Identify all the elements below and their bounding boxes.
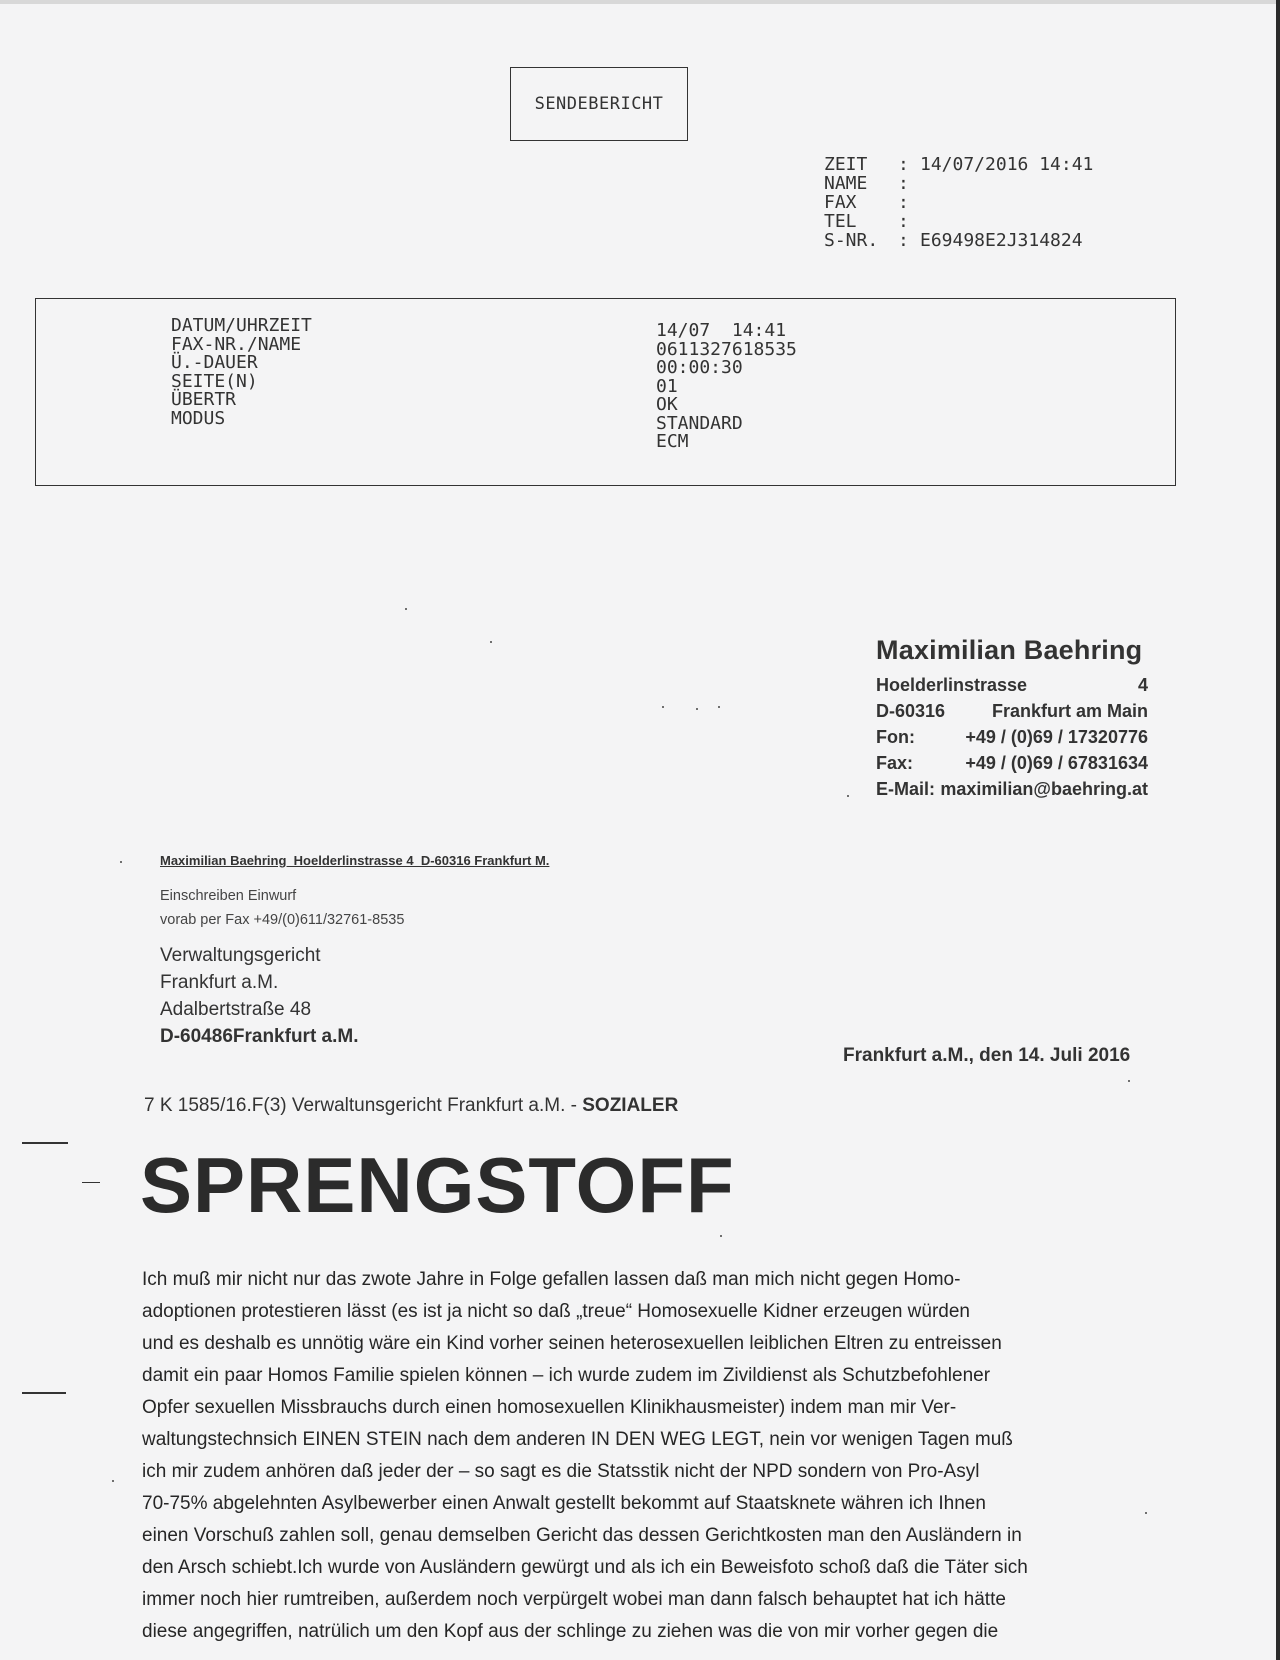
sender-city-line [876,698,1148,724]
header-value: 14/07/2016 14:41 [920,154,1094,175]
header-row-time: ZEIT : 14/07/2016 14:41 [824,154,1094,175]
sender-street-line [876,672,1148,698]
header-row-fax: FAX : [824,192,909,213]
fold-mark-middle [22,1392,66,1394]
sender-city: Frankfurt am Main [991,701,1148,721]
summary-value: STANDARD [656,412,743,434]
summary-values [656,322,797,452]
body-line: und es deshalb es unnötig wäre ein Kind vorher seinen heterosexuellen leiblichen Eltren zu entreissen [142,1333,1002,1354]
body-line: den Arsch schiebt.Ich wurde von Ausländern gewürgt und als ich ein Beweisfoto schoß daß die Täter sich [142,1557,1028,1578]
summary-value: 00:00:30 [656,357,743,378]
punch-mark [82,1182,100,1183]
date-line: Frankfurt a.M., den 14. Juli 2016 [843,1045,1131,1066]
sender-email-label: E-Mail: [876,779,936,799]
scan-top-edge [0,0,1280,4]
scan-speck [1145,1512,1147,1514]
scan-speck [490,641,492,643]
recipient-line: Frankfurt a.M. [160,972,279,993]
summary-value: OK [656,394,678,415]
fax-summary-box [35,298,1176,486]
sender-email: maximilian@baehring.at [940,779,1148,799]
sender-phone-label: Fon: [876,727,915,747]
body-line: adoptionen protestieren lässt (es ist ja nicht so daß „treue“ Homosexuelle Kidner erzeugen würden [142,1301,971,1322]
headline: SPRENGSTOFF [140,1141,735,1229]
return-address: Maximilian Baehring Hoelderlinstrasse 4 D-60316 Frankfurt M. [160,853,550,868]
body-line: Opfer sexuellen Missbrauchs durch einen homosexuellen Klinikhausmeister) indem man mir Ver- [142,1397,957,1418]
sender-fax-line [876,750,1148,776]
scan-speck [718,706,720,708]
summary-label: Ü.-DAUER [171,352,258,373]
recipient-line: Adalbertstraße 48 [160,999,312,1020]
sender-street: Hoelderlinstrasse [876,675,1028,695]
summary-label: ÜBERTR [171,389,237,410]
scan-speck [662,706,664,708]
scan-speck [1128,1080,1130,1082]
body-line: 70-75% abgelehnten Asylbewerber einen Anwalt gestellt bekommt auf Staatsknete währen ich Ihnen [142,1493,986,1514]
delivery-note [160,884,404,932]
case-reference-emphasis: SOZIALER [582,1095,679,1116]
scan-speck [720,1235,722,1237]
recipient-line: D-60486Frankfurt a.M. [160,1026,359,1047]
body-line: immer noch hier rumtreiben, außerdem noch verpürgelt wobei man dann falsch behauptet hat ich hätte [142,1589,1006,1610]
sender-letterhead [876,635,1148,802]
scan-speck [112,1480,114,1482]
sender-phone: +49 / (0)69 / 17320776 [965,727,1148,747]
scan-speck [696,708,698,710]
fax-report-title-text: SENDEBERICHT [534,94,664,114]
header-label: S-NR. [824,230,879,251]
summary-value: ECM [656,431,689,452]
body-line: ich mir zudem anhören daß jeder der – so sagt es die Statsstik nicht der NPD sondern von Pro-Asyl [142,1461,980,1482]
letter-body [142,1264,1142,1648]
body-line: damit ein paar Homos Familie spielen können – ich wurde zudem im Zivildienst als Schutzbefohlener [142,1365,991,1386]
delivery-method: Einschreiben Einwurf [160,888,297,904]
header-row-serial: S-NR. : E69498E2J314824 [824,230,1083,251]
case-reference-text: 7 K 1585/16.F(3) Verwaltunsgericht Frankfurt a.M. - [144,1095,583,1116]
case-reference [144,1095,678,1117]
scan-speck [847,795,849,797]
recipient-address [160,942,359,1050]
header-value: E69498E2J314824 [920,230,1083,251]
summary-value: 14/07 14:41 [656,320,787,341]
sender-fax-label: Fax: [876,753,914,773]
body-line: einen Vorschuß zahlen soll, genau demselben Gericht das dessen Gerichtkosten man den Ausländern in [142,1525,1022,1546]
sender-house-number: 4 [1137,675,1148,695]
scan-speck [120,861,122,863]
summary-label: MODUS [171,407,226,429]
body-line: Ich muß mir nicht nur das zwote Jahre in Folge gefallen lassen daß man mich nicht gegen Homo- [142,1269,961,1290]
body-line: waltungstechnsich EINEN STEIN nach dem anderen IN DEN WEG LEGT, nein vor wenigen Tagen muß [142,1429,1013,1450]
body-line: diese angegriffen, natrülich um den Kopf aus der schlinge zu ziehen was die von mir vorher gegen die [142,1621,999,1642]
header-label: FAX [824,192,857,213]
summary-label: DATUM/UHRZEIT [171,315,312,336]
header-label: ZEIT [824,154,868,175]
header-label: TEL [824,211,857,232]
delivery-fax-notice: vorab per Fax +49/(0)611/32761-8535 [160,912,405,928]
sender-email-line [876,776,1148,802]
summary-value: 01 [656,375,678,397]
header-row-name: NAME : [824,173,909,194]
scan-right-edge [1276,0,1280,1660]
header-row-tel: TEL : [824,211,909,232]
summary-labels [171,317,312,428]
fax-report-title [510,67,688,141]
fax-report-header [824,155,1093,250]
summary-label: SEITE(N) [171,370,258,392]
sender-fax: +49 / (0)69 / 67831634 [965,753,1148,773]
sender-postal-code: D-60316 [876,701,946,721]
fold-mark-top [22,1142,68,1144]
recipient-line: Verwaltungsgericht [160,945,321,966]
header-label: NAME [824,173,868,194]
sender-phone-line [876,724,1148,750]
summary-label: FAX-NR./NAME [171,333,302,355]
summary-value: 0611327618535 [656,338,797,360]
sender-name: Maximilian Baehring [876,635,1143,665]
scan-speck [405,608,407,610]
